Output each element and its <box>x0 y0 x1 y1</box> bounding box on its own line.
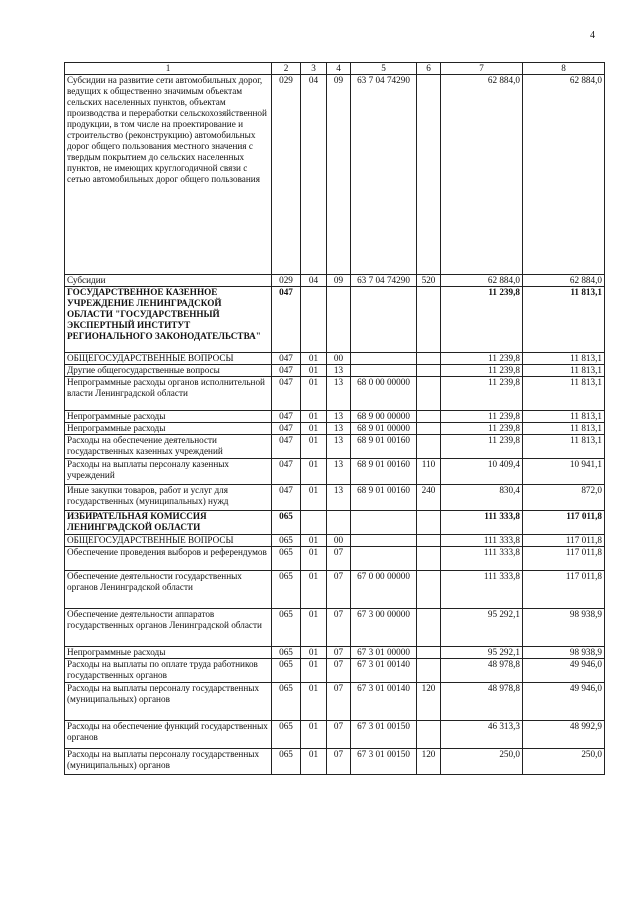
section-code-cell: 04 <box>301 75 327 275</box>
subsection-code-cell: 13 <box>327 411 351 423</box>
target-article-cell: 67 3 01 00000 <box>351 647 417 659</box>
target-article-cell: 68 9 01 00000 <box>351 423 417 435</box>
table-row <box>65 571 605 609</box>
table-row <box>65 535 605 547</box>
header-cell: 3 <box>301 63 327 75</box>
target-article-cell: 68 9 00 00000 <box>351 411 417 423</box>
amount-year1-cell: 111 333,8 <box>441 571 523 609</box>
amount-year2-cell: 10 941,1 <box>523 459 605 485</box>
target-article-cell: 68 9 01 00160 <box>351 485 417 511</box>
expense-type-cell <box>417 721 441 749</box>
table-row <box>65 647 605 659</box>
amount-year2-cell: 117 011,8 <box>523 571 605 609</box>
row-name-cell: ОБЩЕГОСУДАРСТВЕННЫЕ ВОПРОСЫ <box>65 535 272 547</box>
ministry-code-cell: 065 <box>272 721 301 749</box>
expense-type-cell <box>417 365 441 377</box>
header-cell: 7 <box>441 63 523 75</box>
expense-type-cell <box>417 535 441 547</box>
row-name-cell: Непрограммные расходы <box>65 411 272 423</box>
section-code-cell: 01 <box>301 659 327 683</box>
header-cell: 4 <box>327 63 351 75</box>
section-code-cell: 01 <box>301 485 327 511</box>
table-row <box>65 377 605 411</box>
table-row <box>65 411 605 423</box>
target-article-cell: 63 7 04 74290 <box>351 275 417 287</box>
subsection-code-cell: 07 <box>327 609 351 647</box>
amount-year1-cell: 111 333,8 <box>441 547 523 571</box>
subsection-code-cell: 13 <box>327 435 351 459</box>
amount-year2-cell: 49 946,0 <box>523 659 605 683</box>
expense-type-cell <box>417 287 441 353</box>
row-name-cell: Обеспечение проведения выборов и референдумов <box>65 547 272 571</box>
target-article-cell <box>351 535 417 547</box>
section-code-cell: 01 <box>301 365 327 377</box>
subsection-code-cell: 07 <box>327 683 351 721</box>
amount-year1-cell: 48 978,8 <box>441 683 523 721</box>
ministry-code-cell: 047 <box>272 287 301 353</box>
amount-year2-cell: 11 813,1 <box>523 377 605 411</box>
expense-type-cell <box>417 411 441 423</box>
table-row <box>65 275 605 287</box>
amount-year1-cell: 95 292,1 <box>441 609 523 647</box>
subsection-code-cell: 00 <box>327 353 351 365</box>
expense-type-cell <box>417 435 441 459</box>
header-cell: 5 <box>351 63 417 75</box>
expense-type-cell <box>417 423 441 435</box>
target-article-cell <box>351 511 417 535</box>
amount-year1-cell: 111 333,8 <box>441 511 523 535</box>
amount-year1-cell: 111 333,8 <box>441 535 523 547</box>
header-cell: 6 <box>417 63 441 75</box>
section-code-cell <box>301 287 327 353</box>
amount-year2-cell: 48 992,9 <box>523 721 605 749</box>
amount-year2-cell: 872,0 <box>523 485 605 511</box>
row-name-cell: Расходы на выплаты персоналу государственных (муниципальных) органов <box>65 683 272 721</box>
page-number: 4 <box>590 30 595 41</box>
row-name-cell: Непрограммные расходы <box>65 423 272 435</box>
target-article-cell <box>351 365 417 377</box>
row-name-cell: Субсидии <box>65 275 272 287</box>
expense-type-cell <box>417 609 441 647</box>
target-article-cell: 67 3 01 00140 <box>351 659 417 683</box>
ministry-code-cell: 065 <box>272 659 301 683</box>
amount-year2-cell: 11 813,1 <box>523 423 605 435</box>
budget-table <box>64 62 605 775</box>
subsection-code-cell <box>327 287 351 353</box>
section-code-cell <box>301 511 327 535</box>
section-code-cell: 01 <box>301 435 327 459</box>
row-name-cell: Обеспечение деятельности государственных органов Ленинградской области <box>65 571 272 609</box>
section-code-cell: 01 <box>301 459 327 485</box>
amount-year1-cell: 250,0 <box>441 749 523 775</box>
target-article-cell: 67 3 01 00150 <box>351 749 417 775</box>
row-name-cell: Непрограммные расходы органов исполнительной власти Ленинградской области <box>65 377 272 411</box>
table-row <box>65 749 605 775</box>
table-row <box>65 365 605 377</box>
amount-year1-cell: 11 239,8 <box>441 353 523 365</box>
amount-year1-cell: 62 884,0 <box>441 275 523 287</box>
section-code-cell: 01 <box>301 353 327 365</box>
ministry-code-cell: 047 <box>272 485 301 511</box>
expense-type-cell <box>417 511 441 535</box>
subsection-code-cell: 09 <box>327 275 351 287</box>
row-name-cell: Расходы на обеспечение деятельности государственных казенных учреждений <box>65 435 272 459</box>
amount-year2-cell: 11 813,1 <box>523 411 605 423</box>
amount-year1-cell: 10 409,4 <box>441 459 523 485</box>
row-name-cell: Другие общегосударственные вопросы <box>65 365 272 377</box>
ministry-code-cell: 065 <box>272 547 301 571</box>
row-name-cell: Расходы на выплаты по оплате труда работников государственных органов <box>65 659 272 683</box>
amount-year2-cell: 62 884,0 <box>523 275 605 287</box>
section-code-cell: 01 <box>301 377 327 411</box>
target-article-cell <box>351 287 417 353</box>
subsection-code-cell: 13 <box>327 377 351 411</box>
expense-type-cell: 110 <box>417 459 441 485</box>
ministry-code-cell: 047 <box>272 411 301 423</box>
amount-year2-cell: 11 813,1 <box>523 365 605 377</box>
row-name-cell: ГОСУДАРСТВЕННОЕ КАЗЕННОЕ УЧРЕЖДЕНИЕ ЛЕНИНГРАДСКОЙ ОБЛАСТИ "ГОСУДАРСТВЕННЫЙ ЭКСПЕРТНЫЙ ИНСТИТУТ РЕГИОНАЛЬНОГО ЗАКОНОДАТЕЛЬСТВА" <box>65 287 272 353</box>
expense-type-cell: 120 <box>417 749 441 775</box>
ministry-code-cell: 047 <box>272 377 301 411</box>
subsection-code-cell: 07 <box>327 547 351 571</box>
expense-type-cell <box>417 571 441 609</box>
table-row <box>65 683 605 721</box>
section-code-cell: 01 <box>301 647 327 659</box>
ministry-code-cell: 047 <box>272 435 301 459</box>
expense-type-cell <box>417 659 441 683</box>
section-code-cell: 01 <box>301 609 327 647</box>
expense-type-cell <box>417 75 441 275</box>
row-name-cell: Расходы на выплаты персоналу казенных учреждений <box>65 459 272 485</box>
ministry-code-cell: 029 <box>272 75 301 275</box>
target-article-cell <box>351 547 417 571</box>
amount-year1-cell: 11 239,8 <box>441 365 523 377</box>
subsection-code-cell <box>327 511 351 535</box>
ministry-code-cell: 047 <box>272 353 301 365</box>
expense-type-cell <box>417 647 441 659</box>
section-code-cell: 01 <box>301 411 327 423</box>
header-row <box>65 63 605 75</box>
row-name-cell: Иные закупки товаров, работ и услуг для государственных (муниципальных) нужд <box>65 485 272 511</box>
table-row <box>65 353 605 365</box>
target-article-cell: 63 7 04 74290 <box>351 75 417 275</box>
header-cell: 2 <box>272 63 301 75</box>
subsection-code-cell: 13 <box>327 423 351 435</box>
header-cell: 1 <box>65 63 272 75</box>
amount-year2-cell: 117 011,8 <box>523 511 605 535</box>
ministry-code-cell: 047 <box>272 459 301 485</box>
amount-year2-cell: 98 938,9 <box>523 609 605 647</box>
expense-type-cell: 120 <box>417 683 441 721</box>
amount-year2-cell: 11 813,1 <box>523 353 605 365</box>
ministry-code-cell: 047 <box>272 365 301 377</box>
amount-year1-cell: 62 884,0 <box>441 75 523 275</box>
expense-type-cell <box>417 353 441 365</box>
subsection-code-cell: 00 <box>327 535 351 547</box>
table-row <box>65 485 605 511</box>
amount-year2-cell: 49 946,0 <box>523 683 605 721</box>
row-name-cell: Субсидии на развитие сети автомобильных дорог, ведущих к общественно значимым объектам сельских населенных пунктов, объектам производства и переработки сельскохозяйственной продукции, в том числе на проектирование и строительство (реконструкцию) автомобильных дорог общего пользования местного значения с твердым покрытием до сельских населенных пунктов, не имеющих круглогодичной связи с сетью автомобильных дорог общего пользования <box>65 75 272 275</box>
row-name-cell: Расходы на обеспечение функций государственных органов <box>65 721 272 749</box>
amount-year2-cell: 11 813,1 <box>523 435 605 459</box>
section-code-cell: 01 <box>301 571 327 609</box>
section-code-cell: 01 <box>301 423 327 435</box>
row-name-cell: Непрограммные расходы <box>65 647 272 659</box>
ministry-code-cell: 065 <box>272 609 301 647</box>
target-article-cell: 67 3 01 00140 <box>351 683 417 721</box>
subsection-code-cell: 07 <box>327 571 351 609</box>
table-row <box>65 547 605 571</box>
row-name-cell: Расходы на выплаты персоналу государственных (муниципальных) органов <box>65 749 272 775</box>
expense-type-cell: 520 <box>417 275 441 287</box>
subsection-code-cell: 13 <box>327 485 351 511</box>
section-code-cell: 01 <box>301 721 327 749</box>
expense-type-cell <box>417 377 441 411</box>
table-row <box>65 511 605 535</box>
amount-year1-cell: 46 313,3 <box>441 721 523 749</box>
amount-year2-cell: 117 011,8 <box>523 547 605 571</box>
subsection-code-cell: 07 <box>327 647 351 659</box>
table-row <box>65 287 605 353</box>
amount-year1-cell: 11 239,8 <box>441 423 523 435</box>
target-article-cell: 67 3 01 00150 <box>351 721 417 749</box>
section-code-cell: 01 <box>301 547 327 571</box>
amount-year1-cell: 11 239,8 <box>441 411 523 423</box>
table-row <box>65 659 605 683</box>
subsection-code-cell: 09 <box>327 75 351 275</box>
table-row <box>65 435 605 459</box>
section-code-cell: 04 <box>301 275 327 287</box>
ministry-code-cell: 065 <box>272 683 301 721</box>
target-article-cell: 68 9 01 00160 <box>351 459 417 485</box>
ministry-code-cell: 047 <box>272 423 301 435</box>
ministry-code-cell: 065 <box>272 571 301 609</box>
table-row <box>65 423 605 435</box>
row-name-cell: ОБЩЕГОСУДАРСТВЕННЫЕ ВОПРОСЫ <box>65 353 272 365</box>
amount-year2-cell: 117 011,8 <box>523 535 605 547</box>
subsection-code-cell: 07 <box>327 721 351 749</box>
subsection-code-cell: 07 <box>327 659 351 683</box>
target-article-cell <box>351 353 417 365</box>
subsection-code-cell: 13 <box>327 365 351 377</box>
ministry-code-cell: 029 <box>272 275 301 287</box>
table-row <box>65 609 605 647</box>
expense-type-cell: 240 <box>417 485 441 511</box>
row-name-cell: ИЗБИРАТЕЛЬНАЯ КОМИССИЯ ЛЕНИНГРАДСКОЙ ОБЛАСТИ <box>65 511 272 535</box>
table-row <box>65 721 605 749</box>
section-code-cell: 01 <box>301 749 327 775</box>
amount-year1-cell: 11 239,8 <box>441 435 523 459</box>
row-name-cell: Обеспечение деятельности аппаратов государственных органов Ленинградской области <box>65 609 272 647</box>
target-article-cell: 68 0 00 00000 <box>351 377 417 411</box>
ministry-code-cell: 065 <box>272 749 301 775</box>
amount-year2-cell: 98 938,9 <box>523 647 605 659</box>
target-article-cell: 68 9 01 00160 <box>351 435 417 459</box>
subsection-code-cell: 07 <box>327 749 351 775</box>
expense-type-cell <box>417 547 441 571</box>
amount-year1-cell: 830,4 <box>441 485 523 511</box>
ministry-code-cell: 065 <box>272 535 301 547</box>
ministry-code-cell: 065 <box>272 511 301 535</box>
table-row <box>65 459 605 485</box>
amount-year1-cell: 95 292,1 <box>441 647 523 659</box>
section-code-cell: 01 <box>301 683 327 721</box>
amount-year2-cell: 11 813,1 <box>523 287 605 353</box>
amount-year1-cell: 11 239,8 <box>441 377 523 411</box>
section-code-cell: 01 <box>301 535 327 547</box>
amount-year1-cell: 48 978,8 <box>441 659 523 683</box>
target-article-cell: 67 0 00 00000 <box>351 571 417 609</box>
amount-year2-cell: 250,0 <box>523 749 605 775</box>
target-article-cell: 67 3 00 00000 <box>351 609 417 647</box>
amount-year2-cell: 62 884,0 <box>523 75 605 275</box>
subsection-code-cell: 13 <box>327 459 351 485</box>
header-cell: 8 <box>523 63 605 75</box>
amount-year1-cell: 11 239,8 <box>441 287 523 353</box>
table-row <box>65 75 605 275</box>
ministry-code-cell: 065 <box>272 647 301 659</box>
